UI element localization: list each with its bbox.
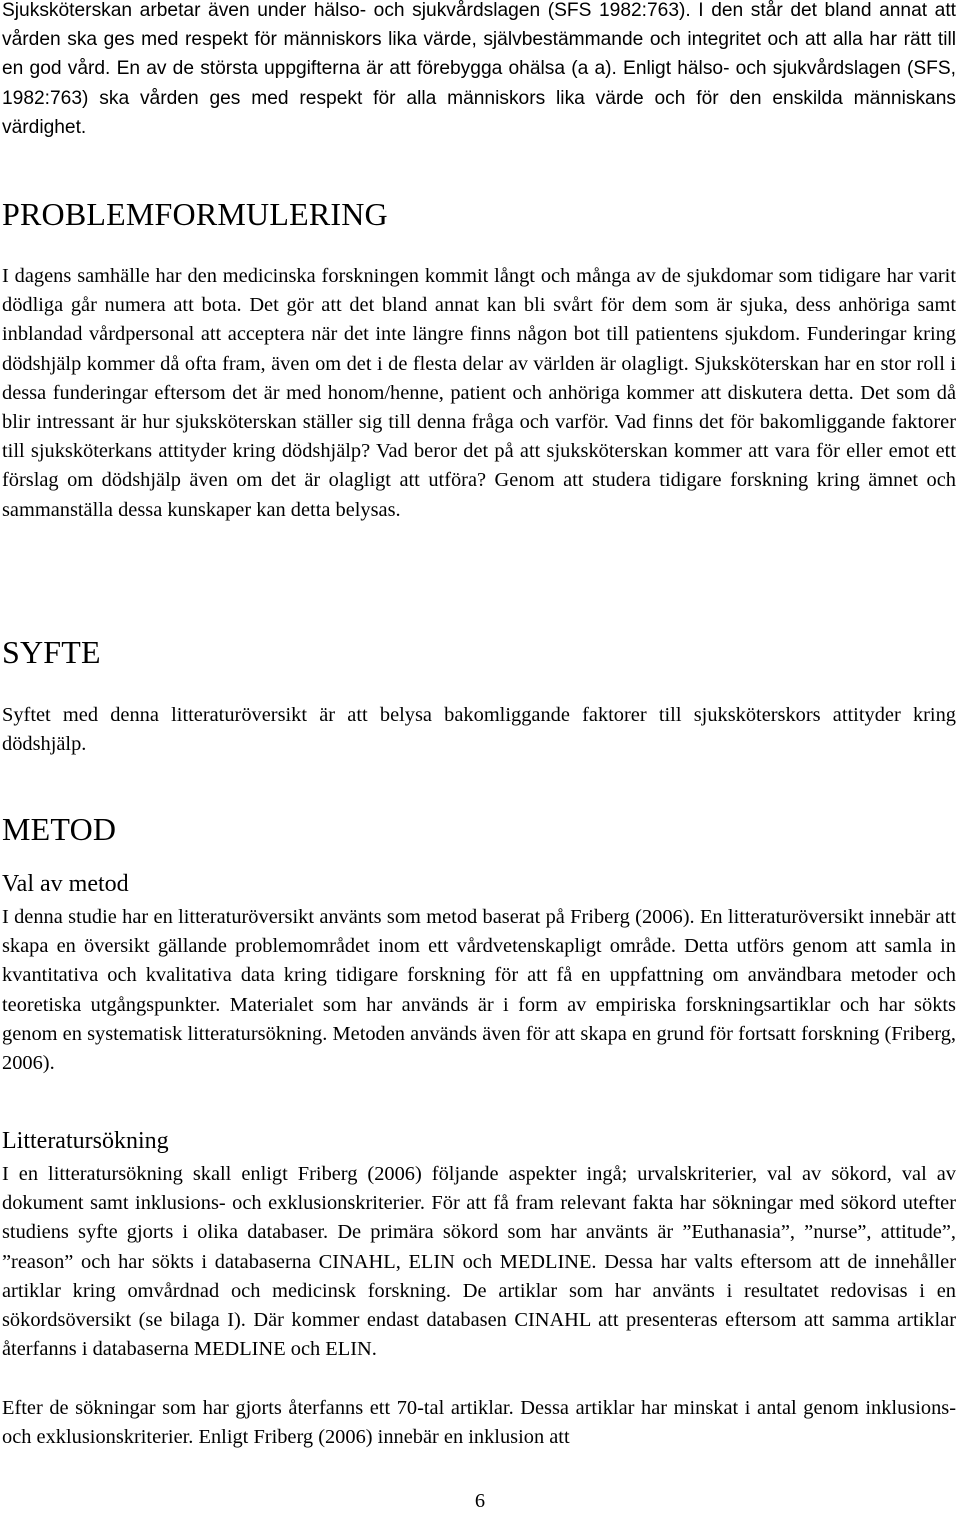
problem-paragraph: I dagens samhälle har den medicinska forskningen kommit långt och många av de sjukdomar som tidigare har varit dödliga går numera att bota. Det gör att det bland annat kan bli svårt för dem som är sjuka, dess anhöriga samt inblandad vårdpersonal att acceptera när det inte längre finns någon bot till patientens sjukdom. Funderingar kring dödshjälp kommer då ofta fram, även om det i de flesta delar av världen är olagligt. Sjuksköterskan har en stor roll i dessa funderingar eftersom det är med honom/henne, patient och anhöriga kommer att diskutera detta. Det som då blir intressant är hur sjuksköterskan ställer sig till denna fråga och varför. Vad finns det för bakomliggande faktorer till sjuksköterkans attityder kring dödshjälp? Vad beror det på att sjuksköterskan kommer att vara för eller emot ett förslag om dödshjälp även om det är olagligt att utföra? Genom att studera tidigare forskning kring ämnet och sammanställa dessa kunskaper kan detta belysas. xyxy=(2,265,956,521)
litteratursokning-paragraph-2: Efter de sökningar som har gjorts återfanns ett 70-tal artiklar. Dessa artiklar har minskat i antal genom inklusions- och exklusionskriterier. Enligt Friberg (2006) innebär en inklusion att xyxy=(2,1397,956,1449)
heading-metod: METOD xyxy=(2,811,117,847)
heading-litteratursokning: Litteratursökning xyxy=(2,1128,169,1154)
heading-syfte: SYFTE xyxy=(2,634,101,670)
heading-problemformulering: PROBLEMFORMULERING xyxy=(2,196,388,232)
syfte-paragraph: Syftet med denna litteraturöversikt är att belysa bakomliggande faktorer till sjuksköterskors attityder kring dödshjälp. xyxy=(2,704,956,756)
litteratursokning-paragraph: I en litteratursökning skall enligt Friberg (2006) följande aspekter ingå; urvalskriterier, val av sökord, val av dokument samt inklusions- och exklusionskriterier. För att få fram relevant fakta har sökningar med sökord utefter studiens syfte gjorts i olika databaser. De primära sökord som har använts är ”Euthanasia”, ”nurse”, attitude”, ”reason” och har sökts i databaserna CINAHL, ELIN och MEDLINE. Dessa har valts eftersom att de innehåller artiklar kring omvårdnad och medicinsk forskning. De artiklar som har använts i resultatet redovisas i en sökordsöversikt (se bilaga I). Där kommer endast databasen CINAHL att presenteras eftersom att samma artiklar återfanns i databaserna MEDLINE och ELIN. xyxy=(2,1163,956,1361)
heading-val-av-metod: Val av metod xyxy=(2,871,129,897)
page-number: 6 xyxy=(474,1490,486,1512)
val-av-metod-paragraph: I denna studie har en litteraturöversikt använts som metod baserat på Friberg (2006). En litteraturöversikt innebär att skapa en översikt gällande problemområdet inom ett vårdvetenskapligt område. Detta utförs genom att samla in kvantitativa och kvalitativa data kring tidigare forskning för att få en uppfattning om användbara metoder och teoretiska utgångspunkter. Materialet som har används är i form av empiriska forskningsartiklar och har sökts genom en systematisk litteratursökning. Metoden används även för att skapa en grund för fortsatt forskning (Friberg, 2006). xyxy=(2,906,956,1075)
intro-paragraph: Sjuksköterskan arbetar även under hälso- och sjukvårdslagen (SFS 1982:763). I den står det bland annat att vården ska ges med respekt för människors lika värde, självbestämmande och integritet och att alla har rätt till en god vård. En av de största uppgifterna är att förebygga ohälsa (a a). Enligt hälso- och sjukvårdslagen (SFS, 1982:763) ska vården ges med respekt för alla människors lika värde och för den enskilda människans värdighet. xyxy=(2,0,956,138)
